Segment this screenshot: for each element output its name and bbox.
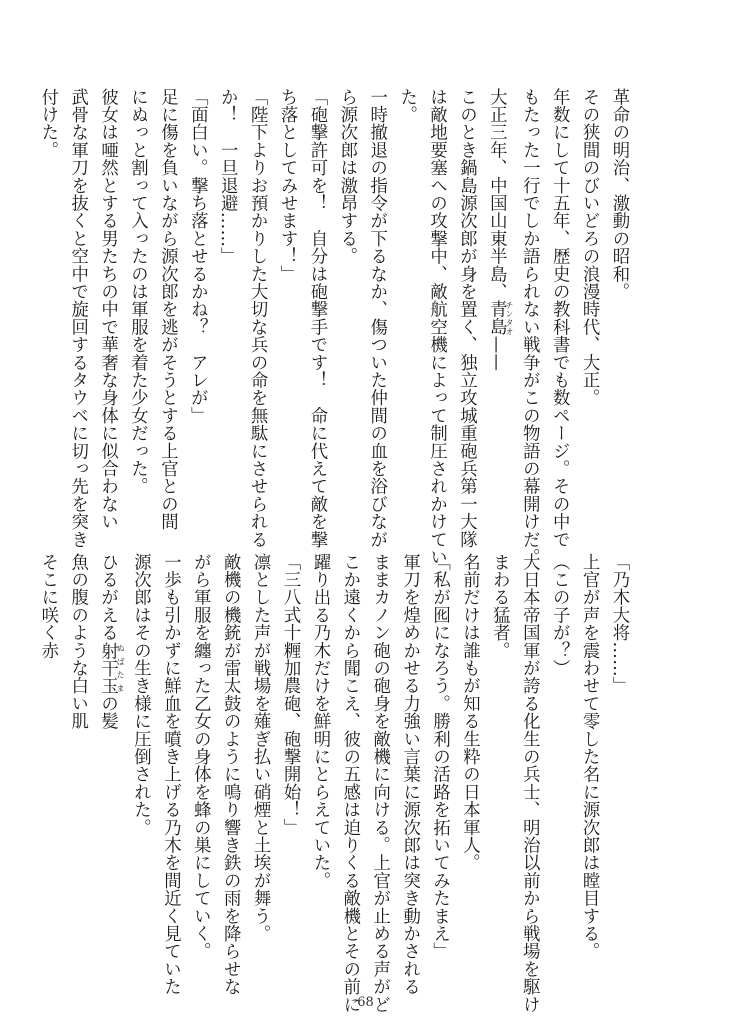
text-line: 源次郎はその生き様に圧倒された。 (130, 553, 151, 837)
text-line: がら軍服を纏った乙女の身体を蜂の巣にしていく。 (190, 553, 211, 961)
text-line: 「陛下よりお預かりした大切な兵の命を無駄にさせられる (247, 88, 268, 549)
text-line: 大正三年、中国山東半島、青島チンタオ—— (486, 88, 514, 372)
text-line: 「砲撃許可を！ 自分は砲撃手です！ 命に代えて敵を撃 (306, 88, 327, 549)
nubatama-reading: ぬばたま (116, 641, 126, 695)
text-line: （この子が？） (549, 553, 570, 677)
text-line: もたった一行でしか語られない戦争がこの物語の幕開けだ。 (519, 88, 540, 566)
top-text-block (37, 88, 633, 566)
text-line: 武骨な軍刀を抜くと空中で旋回するタウベに切っ先を突き (67, 88, 88, 549)
text-line: 彼女は唖然とする男たちの中で華奢な身体に似合わない (97, 88, 118, 531)
text-line: 足に傷を負いながら源次郎を逃がそうとする上官との間 (157, 88, 178, 531)
text-line: 革命の明治、激動の昭和。 (609, 88, 629, 301)
text-line: は敵地要塞への攻撃中、敵航空機によって制圧されかけてい (426, 88, 447, 566)
text-line: にぬっと割って入ったのは軍服を着た少女だった。 (127, 88, 148, 496)
text-line: か！ 一旦退避……」 (217, 88, 238, 265)
text-line: 一時撤退の指令が下るなか、傷ついた仲間の血を浴びなが (366, 88, 387, 549)
text-line: その狭間のびいどろの浪漫時代、大正。 (579, 88, 600, 407)
text-line: 年数にして十五年、歴史の教科書でも数ページ。その中で (549, 88, 570, 549)
qingdao-ruby: 青島チンタオ (486, 300, 514, 336)
text-line: た。 (396, 88, 417, 124)
text-line: ら源次郎は激昂する。 (336, 88, 357, 265)
text-line: 「乃木大将……」 (609, 553, 629, 695)
text-line: 付けた。 (37, 88, 58, 159)
text-line: 一歩も引かずに鮮血を噴き上げる乃木を間近く見ていた (160, 553, 181, 996)
text-line: 上官が声を震わせて零した名に源次郎は瞠目する。 (579, 553, 600, 961)
text-line: 「面白い。撃ち落とせるかね？ アレが」 (187, 88, 208, 425)
text-line: 魚の腹のような白い肌 (67, 553, 88, 730)
text-line: 大日本帝国軍が誇る化生の兵士、明治以前から戦場を駆け (519, 553, 540, 1014)
text-line: ままカノン砲の砲身を敵機に向ける。上官が止める声がど (369, 553, 390, 1014)
text-line: 名前だけは誰もが知る生粋の日本軍人。 (459, 553, 480, 872)
text-line: まわる猛者。 (489, 553, 510, 660)
text-line: 「私が囮になろう。勝利の活路を拓いてみたまえ」 (429, 553, 450, 961)
page-number: 68 (357, 995, 374, 1010)
text-line: ち落としてみせます！」 (277, 88, 298, 283)
text-line: 敵機の機銃が雷太鼓のように鳴り響き鉄の雨を降らせな (220, 553, 241, 996)
text-line: 凛とした声が戦場を薙ぎ払い硝煙と土埃が舞う。 (250, 553, 271, 943)
nubatama-ruby: 射干玉ぬばたま (97, 641, 126, 695)
text-line: ひるがえる射干玉ぬばたまの髪 (97, 553, 126, 731)
text-line: 軍刀を煌めかせる力強い言葉に源次郎は突き動かされる (399, 553, 420, 996)
text-line: そこに咲く赤 (37, 553, 58, 660)
text-line: こか遠くから聞こえ、彼の五感は迫りくる敵機とその前に (339, 553, 360, 1014)
text-line: 躍り出る乃木だけを鮮明にとらえていた。 (309, 553, 330, 890)
text-line: 「三八式十糎加農砲、砲撃開始！」 (280, 553, 301, 837)
text-line: このとき鍋島源次郎が身を置く、独立攻城重砲兵第一大隊 (456, 88, 477, 549)
